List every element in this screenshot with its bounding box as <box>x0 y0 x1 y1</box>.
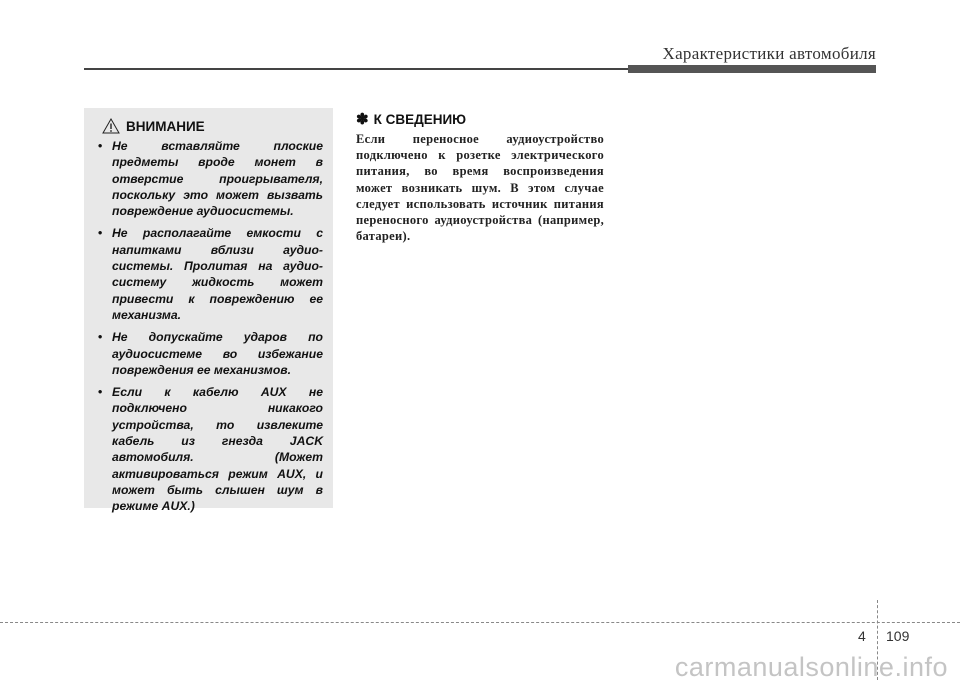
warning-item: • Не располагайте емкости с напитками вблизи аудио-системы. Пролитая на аудио-систему жидкость может привести к повреждению ее механизма. <box>98 226 323 322</box>
asterisk-icon: ✽ <box>356 111 369 128</box>
info-section <box>356 110 604 244</box>
warning-box <box>84 108 333 514</box>
header-bar <box>628 65 876 73</box>
warning-item: • Если к кабелю AUX не подключено никакого устройства, то извлеките кабель из гнезда JACK автомобиля. (Может активироваться режим AUX, и может быть слышен шум в режиме AUX.) <box>98 385 323 514</box>
page-number: 109 <box>886 628 910 644</box>
info-header <box>356 110 604 128</box>
warning-item-text: Не допускайте ударов по аудиосистеме во избежание повреждения ее механизмов. <box>112 330 323 377</box>
header-rule <box>84 68 628 70</box>
warning-list <box>94 138 323 515</box>
footer-rule <box>0 622 960 624</box>
warning-item: • Не вставляйте плоские предметы вроде монет в отверстие проигрывателя, поскольку это может вызвать повреждение аудиосистемы. <box>98 139 323 219</box>
warning-item: • Не допускайте ударов по аудиосистеме во избежание повреждения ее механизмов. <box>98 330 323 377</box>
warning-item-text: Если к кабелю AUX не подключено никакого устройства, то извлеките кабель из гнезда JACK автомобиля. (Может активироваться режим AUX, и может быть слышен шум в режиме AUX.) <box>112 385 323 514</box>
warning-triangle-icon <box>102 118 120 134</box>
section-title: Характеристики автомобиля <box>662 44 876 63</box>
info-title: К СВЕДЕНИЮ <box>373 111 467 127</box>
warning-title: ВНИМАНИЕ <box>126 118 205 134</box>
info-text: Если переносное аудиоустройство подключено к розетке электрического питания, во время воспроизведения может возникать шум. В этом случае следует использовать источник питания переносного аудиоустройства (например, батареи). <box>356 132 604 244</box>
warning-item-text: Не располагайте емкости с напитками вблизи аудио-системы. Пролитая на аудио-систему жидкость может привести к повреждению ее механизма. <box>112 226 323 322</box>
warning-header <box>102 118 323 134</box>
watermark: carmanualsonline.info <box>674 652 948 682</box>
chapter-number: 4 <box>858 628 866 644</box>
warning-item-text: Не вставляйте плоские предметы вроде монет в отверстие проигрывателя, поскольку это может вызвать повреждение аудиосистемы. <box>112 139 323 219</box>
